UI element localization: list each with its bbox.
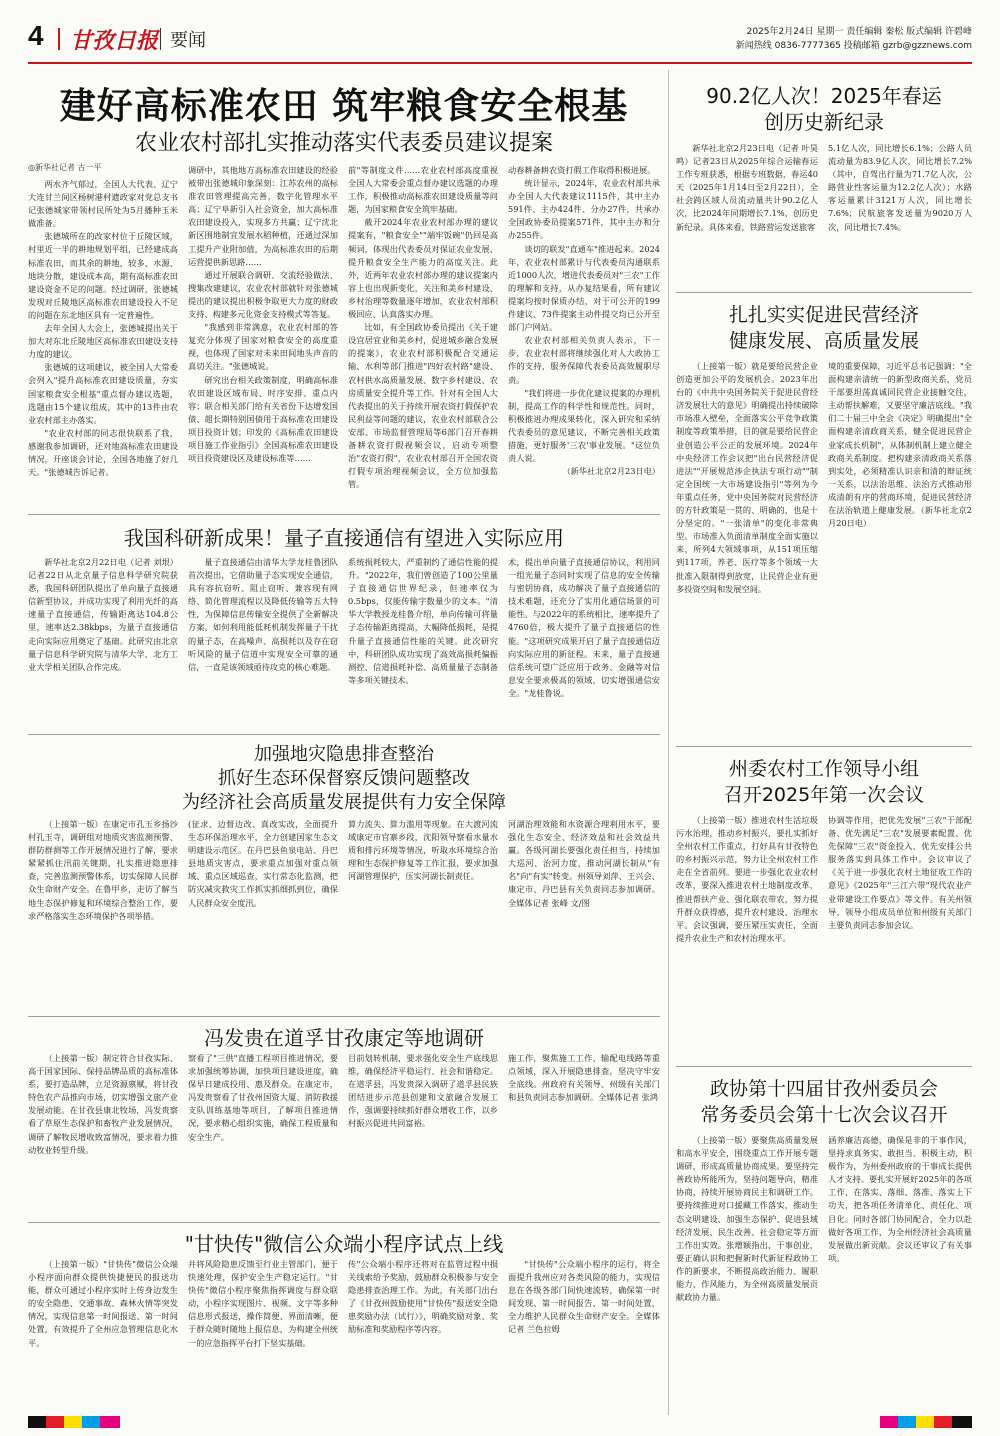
ganjuchuan-col-2 xyxy=(188,1258,338,1410)
paragraph: 调研中，其他地方高标准农田建设的经验被带出张德城印象深刻：江苏农州的高标准农田管理提高完善，数字化管理水平高；辽宁阜新引入社会资金，加大高标准农田建设投入，实现多方共赢；辽宁沈北新区围地制宜发展水稻种植，还通过深加工提升产业附加值，为高标准农田的后期运营提供新思路…… xyxy=(188,165,338,267)
paragraph: （上接第一版）在康定市孔玉乡扬沙村孔玉寺，调研组对地质灾害监测预警、群防群测等工作开展情况进行了解，要求紧紧抓住汛前关键期，扎实推进隐患排查，完善监测预警体系，切实保障人民群众生命财产安全。在鲁甲乡，走访了解当地生态保护修复和环境综合整治工作，要求严格落实生态环境保护各项举措。 xyxy=(28,819,178,921)
paragraph: （上接第一版）推进农村生活垃圾污水治理，推动乡村振兴，要扎实抓好全州农村工作重点，打好具有甘孜特色的乡村振兴示范，努力让全州农村工作走在全省前列。要进一步强化农业农村改革，要深入推进农村土地制度改革，推进帮扶产业、强化联农带农，努力提升群众获得感，提升农村建设、治理水平。会议强调，要压紧压实责任，全面提升农业生产和农村治理水平。 xyxy=(676,815,818,943)
committee-col-2 xyxy=(828,814,972,1060)
paragraph: 涵养廉洁高德，确保是非的干事作风，坚持求真务实、敢担当、积极主动，积极作为，为州委州政府的干事成长提供人才支持。要扎实开展好2025年的各项工作，在落实、落细、落准、落实上下功夫，把各项任务清单化、责任化、项目化。同时各部门协同配合，全力以赴做好各项工作，为全州经济社会高质量发展做出新贡献。会议还审议了有关事项。 xyxy=(828,1135,972,1263)
main-subheadline: 农业农村部扎实推动落实代表委员建议提案 xyxy=(134,131,553,156)
quantum-col-4 xyxy=(508,556,660,728)
committee-headline-2: 召开2025年第一次会议 xyxy=(723,784,925,806)
color-bar-right xyxy=(880,1416,972,1428)
paragraph: (征求、边督边改、真改实改，全面提升生态环保治理水平，全力创建国家生态文明建设示范区。在丹巴县鱼泉电站、丹巴县地质灾害点，要求重点加强对重点领域、重点区域巡查，实行常态化监测，把防灾减灾救灾工作抓实抓细抓到位，确保人民群众安全度汛。 xyxy=(188,819,338,908)
ganjuchuan-col-4 xyxy=(508,1258,660,1410)
paragraph: （上接第一版）要聚焦高质量发展和高水平安全，围绕重点工作开展专题调研，形成高质量协商成果。要坚持完善政协所能所为，坚持问题导向，精准协商，持续开展协商民主和调研工作。要持续推进对口援藏工作落实，推动生态文明建设、加强生态保护、促进县域经济发展、民生改善、社会稳定等方面工作出实效。张增颖指出，干事创业，要正确认识和把握新时代新征程政协工作的新要求，不断提高政治能力、履职能力、作风能力，为全州高质量发展贡献政协力量。 xyxy=(676,1135,818,1303)
section-divider xyxy=(28,1016,660,1017)
fengfa-col-1 xyxy=(28,1052,178,1218)
spring-travel-col-2 xyxy=(828,142,972,286)
header-rule xyxy=(28,62,972,64)
cppcc-headline-2: 常务委员会第十七次会议召开 xyxy=(700,1104,948,1126)
paragraph: 术，提出单向量子直接通信协议，利用同一组光量子态同时实现了信息的安全传输与密钥协商，成功解决了量子直接通信的技术难题，还充分了实用化通信场景的可能性。与2022年的系统相比，速率提升了4760倍，极大提升了量子直接通信的性能。"这项研究成果开启了量子直接通信迈向实际应用的新征程。未来，量子直接通信系统可望广泛应用于政务、金融等对信息安全要求极高的领域，切实增强通信安全。"龙桂鲁说。 xyxy=(508,557,660,698)
paragraph: 动春耕备耕农资打假工作取得积极进展。 xyxy=(508,165,656,175)
section-divider xyxy=(676,292,972,293)
paragraph: 两水齐气郁过，全国人大代表、辽宁大连甘兰间区杨树港村遗政家对党总支书记张德城家带领村民所处为5月播种玉米做准备。 xyxy=(28,179,178,229)
main-col-4 xyxy=(508,164,660,508)
main-byline: ◎新华社记者 古一平 xyxy=(28,163,102,172)
paragraph: 察看了"三供"直播工程项目推进情况，要求加强统筹协调，加快项目建设进度，确保早日建成投用、惠及群众。在康定市，冯发贵察看了甘孜州国资大厦、消防救援支队训练基地等项目，了解项目推进情况，要求精心组织实施，确保工程质量和安全生产。 xyxy=(188,1053,338,1142)
dateline: （新华社北京2月23日电） xyxy=(562,466,660,477)
disaster-headline-2: 抓好生态环保督察反馈问题整改 xyxy=(218,768,470,789)
private-economy-col-2 xyxy=(828,360,972,740)
hotline: 新闻热线 0836-7777365 投稿邮箱 gzrb@gzznews.com xyxy=(735,41,972,51)
paragraph: （上接第一版）"甘快传"微信公众端小程序面向群众提供快捷便民的报送功能，群众可通过小程序实时上传身边发生的安全隐患、交通事故、森林火情等突发情况，实现信息第一时间报送、第一时间处置，有效提升了全州应急管理信息化水平。 xyxy=(28,1259,178,1348)
paragraph: 量子直接通信由清华大学龙桂鲁团队首次提出，它借助量子态实现安全通信，具有容抗窃听、阻止窃听、兼容现有网络、简化管理流程以及降低传输等五大特性，为保障信息传输安全提供了全新解决方案。如何利用能低耗机制发挥量子干扰的量子态，在高噪声、高损耗以及存在窃听风险的量子信道中实现安全可靠的通信，一直是该领域亟待攻克的核心难题。 xyxy=(188,557,338,672)
paragraph: 谈切的联发"直通车"推进起来。2024年，农业农村部累计与代表委员沟通联系近1000人次，增进代表委员对"三农"工作的理解和支持，从办复结果看，所有建议提案均按时保质办结，对于可公开的199件建议、73件提案主动件提交均已公开至部门户网站。 xyxy=(508,243,660,333)
color-bar-left xyxy=(28,1416,120,1428)
quantum-headline: 我国科研新成果！量子直接通信有望进入实际应用 xyxy=(124,526,564,550)
paragraph: 比如，有全国政协委员提出《关于建设宜居宜业和美乡村，促进城乡融合发展的提案》，农业农村部积极配合交通运输、水利等部门推进"四好农村路"建设、农村供水高质量发展、数字乡村建设、农房质量安全提升等工作。针对有全国人大代表提出的关于持续开展农资打假保护农民利益等问题的建议，农业农村部联合公安部、市场监督管理局等6部门召开春耕备耕农资打假视频会议，启动专项整治"农资打假"，农业农村部召开全国农资打假专项治理视频会议，全方位加强监管。 xyxy=(348,322,498,490)
spring-travel-headline-2: 创历史新纪录 xyxy=(764,110,884,134)
cppcc-col-2 xyxy=(828,1134,972,1410)
private-economy-col-1 xyxy=(676,360,818,740)
fengfa-col-2 xyxy=(188,1052,338,1218)
paragraph: 5.1亿人次，同比增长6.1%；公路人员流动量为83.9亿人次，同比增长7.2%（其中，自驾出行量为71.7亿人次，公路营业性客运量为12.2亿人次）；水路客运量累计3121万人次，同比增长7.6%；民航旅客发送量为9020万人次，同比增长7.4%。 xyxy=(828,143,972,232)
paragraph: 境的重要保障，习近平总书记强调："全面构建亲清统一的新型政商关系，党员干部要坦荡真诚同民营企业接触交往，主动帮扶解难，又要坚守廉洁底线。"我们二十届三中全会《决定》明确提出"全面构建亲清政商关系，健全促进民营企业家成长机制"，从体制机制上建立健全政商关系制度。把构建亲清政商关系落到实处，必须精准认识亲和清的辩证统一关系，以法治思维、法治方式推动形成清朗有序的营商环境，促进民营经济在法治轨道上健康发展。（新华社北京2月20日电） xyxy=(828,361,972,529)
header-divider-2 xyxy=(160,28,161,50)
cppcc-headline-1: 政协第十四届甘孜州委员会 xyxy=(709,1078,938,1100)
private-economy-headline-1: 扎扎实实促进民营经济 xyxy=(728,304,919,326)
disaster-col-1 xyxy=(28,818,178,1012)
paragraph: "甘快传"公众端小程序的运行，将全面提升我州应对各类风险的能力，实现信息在各级各部门间快速流转，确保第一时间发现、第一时间报告、第一时间处置，全力维护人民群众生命财产安全。全媒体记者 兰色拉姆 xyxy=(508,1259,660,1335)
paragraph: 前"等制度文件……农业农村部高度重视全国人大常委会重点督办建议选题的办理工作，积极推动高标准农田建设质量等问题，为国家粮食安全筑牢基础。 xyxy=(348,165,498,215)
section-divider xyxy=(28,514,660,515)
committee-headline-1: 州委农村工作领导小组 xyxy=(728,758,919,780)
paragraph: 系统损耗较大，严重制约了通信性能的提升。"2022年，我们曾创造了100公里量子直接通信世界纪录，但速率仅为0.5bps，仅能传输字数量少的文本。"清华大学教授龙桂鲁介绍，单向传输可将量子态传输距离提高，大幅降低损耗，是提升量子直接通信性能的关键。此次研究中，科研团队成功实现了高效高损耗偏振测控、信道损耗补偿、高质量量子态制备等多项关键技术。 xyxy=(348,557,498,685)
paragraph: 通过开展联合调研、交流经验做法、搜集改建建议，农业农村部就针对张德城提出的建议提出积极争取更大力度的财政支持、构建多元化资金支持模式等答复。 xyxy=(188,269,338,320)
fengfa-col-3 xyxy=(348,1052,498,1218)
paragraph: 并将风险隐患反馈至行业主管部门，便于快速处理，保护安全生产稳定运行。"甘快传"微信小程序聚焦指挥调度与群众联动，小程序实现图片、视频、文字等多种信息形式报送，操作简便、界面清晰，便于群众随时随地上报信息，为构建全州统一的应急指挥平台打下坚实基础。 xyxy=(188,1259,338,1348)
column-divider xyxy=(668,70,669,1415)
fengfa-headline: 冯发贵在道孚甘孜康定等地调研 xyxy=(204,1026,484,1050)
paper-name: 甘孜日报 xyxy=(70,28,159,54)
quantum-col-2 xyxy=(188,556,338,728)
paragraph: 新华社北京2月22日电（记者 刘垠）记者22日从北京量子信息科学研究院获悉，我国科研团队提出了单向量子直接通信新型协议，并成功实现了利用光纤的高速量子直接通信，传输距离达104.8公里，速率达2.38kbps，为量子直接通信走向实际应用奠定了基础。此研究由北京量子信息科学研究院与清华大学、北方工业大学相关团队合作完成。 xyxy=(28,557,178,672)
paragraph: 传"公众端小程序还将对在监管过程中损关线索给予奖励，鼓励群众积极参与安全隐患排查治理工作。为此，有关部门出台了《甘孜州鼓励使用"甘快传"报送安全隐患奖励办法（试行）》，明确奖励对象、奖励标准和奖励程序等内容。 xyxy=(348,1259,498,1335)
disaster-headline-3: 为经济社会高质量发展提供有力安全保障 xyxy=(182,792,506,813)
fengfa-col-4 xyxy=(508,1052,660,1218)
header-divider-1 xyxy=(58,28,60,50)
section-name: 要闻 xyxy=(170,30,206,51)
disaster-headline-1: 加强地灾隐患排查整治 xyxy=(254,744,434,765)
spring-travel-col-1 xyxy=(676,142,818,286)
spring-travel-headline-1: 90.2亿人次！2025年春运 xyxy=(706,84,942,108)
quantum-col-1 xyxy=(28,556,178,728)
paragraph: 协调等作用，把优先发展"三农"干部配备、优先满足"三农"发展要素配置、优先保障"三农"资金投入、优先安排公共服务落实到具体工作中。会议审议了《关于进一步强化农村土地征收工作的意见》《2025年"三江六带"现代农业产业带建设工作要点》等文件。有关州领导、领导小组成员单位和州级有关部门主要负责同志参加会议。 xyxy=(828,815,972,930)
committee-col-1 xyxy=(676,814,818,1060)
paragraph: 去年全国人大会上，张德城提出关于加大对东北丘陵地区高标准农田建设支持力度的建议。 xyxy=(28,323,178,360)
section-divider xyxy=(676,746,972,747)
disaster-col-2 xyxy=(188,818,338,1012)
paragraph: 新华社北京2月23日电（记者 叶昊鸣）记者23日从2025年综合运输春运工作专班获悉，根据专班数据，春运40天（2025年1月14日至2月22日），全社会跨区域人员流动量共计90.2亿人次，比2024年同期增长7.1%，创历史新纪录。具体来看，铁路营运发送旅客 xyxy=(676,143,818,232)
main-col-1 xyxy=(28,178,178,508)
paragraph: 河湖治理效能和水资源合理利用水平，要强化生态安全、经济效益和社会效益共赢。各级河湖长要强化责任担当，持续加大巡河、治河力度，推动河湖长制从"有名"向"有实"转变。州领导刘萍、王兴会、康定市、丹巴县有关负责同志参加调研。全媒体记者 张峰 文/图 xyxy=(508,819,660,908)
paragraph: 张德城的这项建议，被全国人大常委会列入"提升高标准农田建设质量，夯实国家粮食安全根基"重点督办建议选题，选题由15个建议组成，其中的13件由农业农村部主办落实。 xyxy=(28,362,178,425)
paragraph: （上接第一版）制定符合甘孜实际、高于国家国际、保持品牌品质的高标准体系，要打造品牌，立足资源禀赋，将甘孜特色农产品推向市场，切实增强文旅产业发展动能。在甘孜县康北牧场，冯发贵察看了草原生态保护和畜牧产业发展情况，调研了解牧民增收致富情况，要求着力推动牧业转型升级。 xyxy=(28,1053,178,1155)
main-col-3 xyxy=(348,164,498,508)
paragraph: "农业农村部的同志很快联系了我，感谢我参加调研，还对地高标准农田建设情况，开座谈会讨论，全国各地施了好几天。"张德城告诉记者。 xyxy=(28,427,178,478)
paragraph: 农业农村部相关负责人表示，下一步，农业农村部将继续强化对人大政协工作的支持，服务保障代表委员高效履职尽责。 xyxy=(508,335,660,385)
cppcc-col-1 xyxy=(676,1134,818,1410)
section-divider xyxy=(676,1066,972,1067)
quantum-col-3 xyxy=(348,556,498,728)
paragraph: 研究出台相关政策制度，明确高标准农田建设区域布局、时序安排、重点内容；联合相关部门给有关省份下达增发国债、超长期特别国债用于高标准农田建设项目投资计划；印发的《高标准农田建设项目施工作业指引》全国高标准农田建设项目投资建设区及建设标准等…… xyxy=(188,374,338,464)
main-col-2 xyxy=(188,164,338,508)
ganjuchuan-headline: "甘快传"微信公众端小程序试点上线 xyxy=(184,1232,504,1256)
section-divider xyxy=(28,734,660,735)
paragraph: 算力流失、算力滥用等现象。在大渡河流域康定市官寨乡段，沈阳领导察看水量水质和排污环境等情况，听取水环境综合治理和生态保护修复等工作汇报，要求加强河湖管理保护，压实河湖长制责任。 xyxy=(348,819,498,882)
ganjuchuan-col-3 xyxy=(348,1258,498,1410)
masthead xyxy=(28,20,972,60)
date-line: 2025年2月24日 星期一 责任编辑 秦松 版式编辑 许碧峰 xyxy=(746,27,972,37)
section-divider xyxy=(28,1222,660,1223)
paragraph: 截开2024年农业农村部办理的建议提案有，"粮食安全""端牢饭碗"仍回是高频词，体现出代表委员对保证农业发展、提升粮食安全生产能力的高度关注。此外，近两年农业农村部办理的建议提案内容上也出现新变化，关注和美乡村建设、乡村治理等数量逐年增加，农业农村部积极回应、认真落实办理。 xyxy=(348,217,498,320)
paragraph: 统计显示，2024年，农业农村部共承办全国人大代表建议1115件，其中主办591件、主办424件、分办27件，共承办全国政协委员提案571件，其中主办和分办255件。 xyxy=(508,178,660,241)
paragraph: "我感到非常满意，农业农村部的答复充分体现了国家对粮食安全的高度重视，也体现了国家对未来田间地头声音的真切关注。"张德城说。 xyxy=(188,322,338,372)
paragraph: "我们将进一步优化建议提案的办理机制，提高工作的科学性和规范性。同时，积极推进办理成果转化，深入研究和采纳代表委员的意见建议，不断完善相关政策措施，更好服务'三农'事业发展。"这位负责人说。 xyxy=(508,387,660,464)
paragraph: 目前划转机制，要求强化安全生产底线思维，确保经济平稳运行、社会和谐稳定。在道孚县，冯发贵深入调研了道孚县民族团结进步示范县创建和文旅融合发展工作，强调要持续抓好群众增收工作，以乡村振兴促进共同富裕。 xyxy=(348,1053,498,1129)
paragraph: 张德城所在的改家村位于丘陵区域，村里近一半的耕地规划平组，已经建成高标准农田，而其余的耕地，较多、水源、地块分散，建设成本高，期有高标准农田建设资金不足的问题。经过调研，张德城发现对丘陵地区高标准农田建设投入不足的问题在东北地区具有一定普遍性。 xyxy=(28,231,178,320)
page-number: 4 xyxy=(28,20,44,51)
disaster-col-3 xyxy=(348,818,498,1012)
private-economy-headline-2: 健康发展、高质量发展 xyxy=(728,330,919,352)
paragraph: 施工作，聚焦施工工作、输配电线路等重点领域，深入开展隐患排查，坚决守牢安全底线。州政府有关领导、州级有关部门和县负责同志参加调研。全媒体记者 张鸿 xyxy=(508,1053,660,1103)
paragraph: （上接第一版）就是要给民营企业创造更加公平的发展机会。2023年出台的《中共中央国务院关于促进民营经济发展壮大的意见》明确提出持续破除市场准入壁垒，全面落实公平竞争政策制度等政策举措，目的就是要给民营企业创造公平公正的发展环境。2024年中央经济工作会议把"出台民营经济促进法""开展规范涉企执法专项行动""制定全国统一大市场建设指引"等列为今年重点任务，党中央国务院对民营经济的方针政策是一贯的、明确的，也是十分坚定的。"一张清单"的变化非常典型。市场准入负面清单制度全面实施以来，所列4大领域事项，从151项压缩到117项，养老、医疗等多个领域一大批准入限制得到放宽，让民营企业有更多投资空间和发展空间。 xyxy=(676,361,818,594)
disaster-col-4 xyxy=(508,818,660,1012)
ganjuchuan-col-1 xyxy=(28,1258,178,1410)
main-headline: 建好高标准农田 筑牢粮食安全根基 xyxy=(59,86,629,127)
